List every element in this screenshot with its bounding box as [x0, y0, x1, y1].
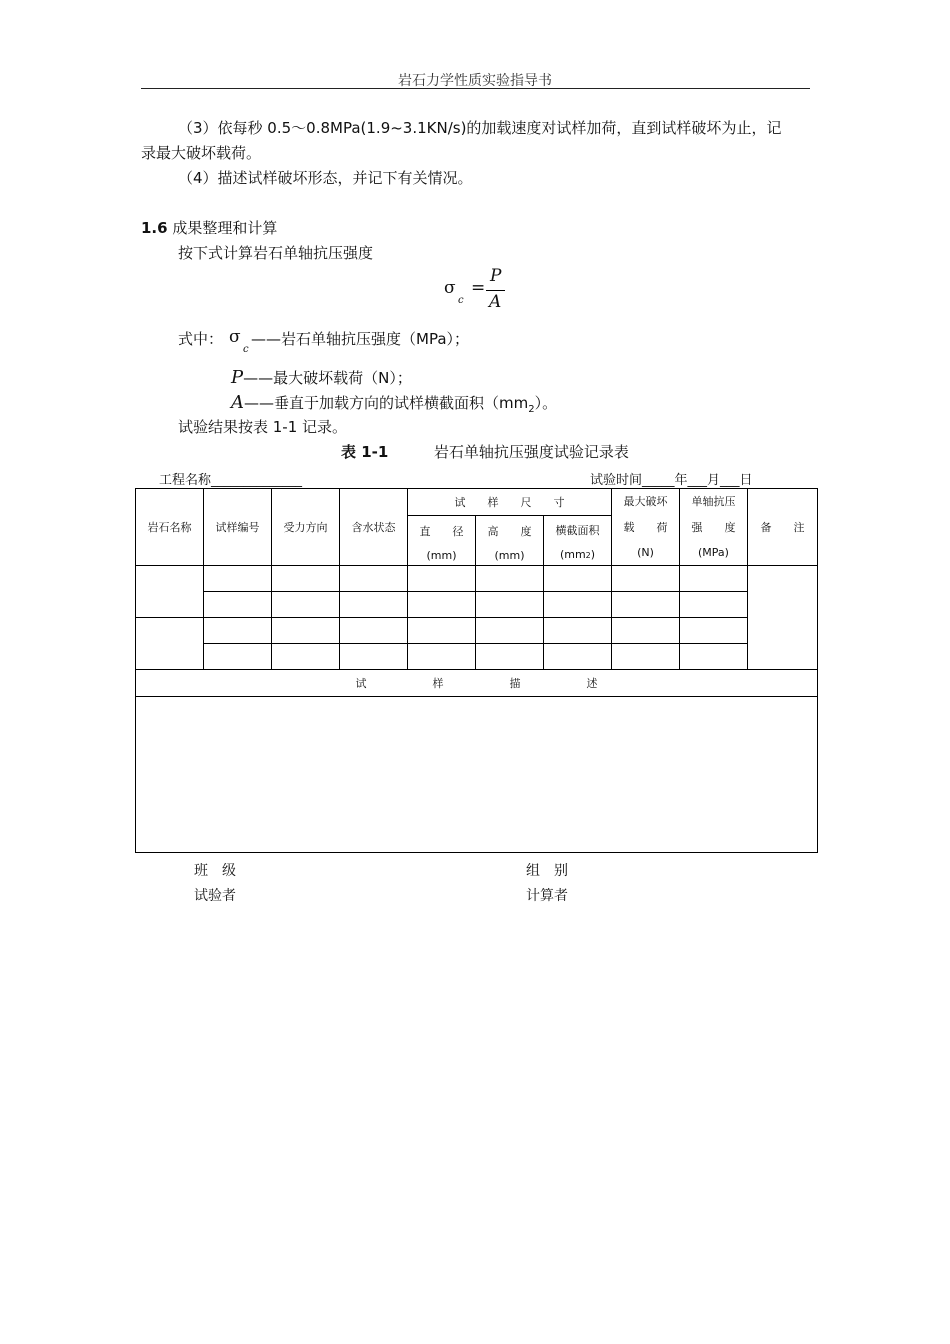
header-strength	[680, 489, 748, 566]
table-cell[interactable]	[340, 644, 408, 670]
table-cell[interactable]	[204, 644, 272, 670]
table-row	[136, 592, 818, 618]
header-max-load	[612, 489, 680, 566]
header-max-load-line1: 最大破坏	[623, 495, 668, 508]
header-strength-line1: 单轴抗压	[691, 495, 736, 508]
header-rock-name: 岩石名称	[136, 489, 204, 566]
record-note: 试验结果按表 1-1 记录。	[178, 418, 348, 436]
table-cell[interactable]	[476, 566, 544, 592]
table-caption-label: 表 1-1	[341, 443, 389, 461]
header-area-unit: (mm2)	[559, 548, 596, 561]
table-cell[interactable]	[680, 592, 748, 618]
legend-p-symbol: P	[231, 367, 244, 388]
record-table	[135, 488, 818, 853]
formula-sigma-sub: c	[458, 295, 464, 306]
table-cell[interactable]	[476, 618, 544, 644]
header-strength-unit: (MPa)	[698, 546, 729, 559]
legend-a-after: ）。	[534, 394, 558, 412]
formula-equals: =	[471, 278, 486, 298]
group-label: 组 别	[526, 863, 568, 879]
header-height-label: 高 度	[487, 524, 532, 538]
header-area	[544, 516, 612, 566]
section-intro: 按下式计算岩石单轴抗压强度	[178, 244, 374, 262]
header-rule	[141, 88, 810, 89]
calculator-label: 计算者	[526, 888, 568, 904]
table-cell[interactable]	[612, 592, 680, 618]
section-number: 1.6	[141, 219, 168, 237]
table-cell[interactable]	[476, 592, 544, 618]
formula-denominator: A	[489, 292, 502, 312]
header-diameter-unit: (mm)	[426, 548, 457, 562]
formula-numerator: P	[490, 266, 502, 286]
formula-fraction-bar	[486, 290, 505, 291]
table-cell[interactable]	[408, 618, 476, 644]
table-cell[interactable]	[272, 566, 340, 592]
table-cell[interactable]	[408, 592, 476, 618]
header-water-state: 含水状态	[340, 489, 408, 566]
formula-sigma: σ	[444, 278, 456, 298]
section-title: 成果整理和计算	[172, 219, 278, 237]
header-remark: 备 注	[748, 489, 818, 566]
table-cell[interactable]	[680, 618, 748, 644]
class-label: 班 级	[194, 863, 236, 879]
table-cell[interactable]	[544, 566, 612, 592]
table-cell[interactable]	[204, 592, 272, 618]
header-max-load-unit: (N)	[637, 546, 654, 559]
step-4: （4）描述试样破坏形态，并记下有关情况。	[178, 169, 473, 187]
legend-p	[231, 365, 412, 391]
header-max-load-line2: 载 荷	[623, 521, 668, 534]
table-cell[interactable]	[408, 566, 476, 592]
header-height-unit: (mm)	[494, 548, 525, 562]
table-row	[136, 618, 818, 644]
table-cell[interactable]	[340, 618, 408, 644]
table-cell[interactable]	[612, 618, 680, 644]
table-cell[interactable]	[544, 618, 612, 644]
table-row	[136, 566, 818, 592]
table-cell-remark[interactable]	[748, 566, 818, 670]
table-cell[interactable]	[680, 644, 748, 670]
header-sample-no: 试样编号	[204, 489, 272, 566]
header-strength-line2: 强 度	[691, 521, 736, 534]
running-header: 岩石力学性质实验指导书	[398, 73, 552, 89]
table-cell[interactable]	[272, 644, 340, 670]
header-diameter	[408, 516, 476, 566]
table-cell[interactable]	[340, 592, 408, 618]
header-height	[476, 516, 544, 566]
legend-a-sup: 2	[528, 404, 535, 415]
table-cell[interactable]	[204, 618, 272, 644]
table-cell[interactable]	[136, 566, 204, 618]
header-diameter-label: 直 径	[419, 524, 464, 538]
legend-sigma-sub: c	[243, 344, 249, 355]
step-3-line-2: 录最大破坏载荷。	[141, 144, 262, 162]
table-row	[136, 644, 818, 670]
table-caption-title: 岩石单轴抗压强度试验记录表	[433, 443, 629, 461]
header-load-direction: 受力方向	[272, 489, 340, 566]
legend-p-text: ——最大破坏载荷（N）；	[243, 369, 412, 387]
tester-label: 试验者	[194, 888, 236, 904]
table-cell[interactable]	[612, 566, 680, 592]
legend-prefix: 式中：	[178, 330, 224, 348]
legend-a-symbol: A	[231, 392, 244, 413]
sample-description-area[interactable]	[136, 697, 818, 853]
table-cell[interactable]	[272, 592, 340, 618]
table-cell[interactable]	[408, 644, 476, 670]
table-cell[interactable]	[680, 566, 748, 592]
table-cell[interactable]	[136, 618, 204, 670]
test-date-label: 试验时间_____年___月___日	[590, 473, 753, 488]
table-cell[interactable]	[272, 618, 340, 644]
step-3-line-1: （3）依每秒 0.5～0.8MPa(1.9~3.1KN/s)的加载速度对试样加荷，直到试样破坏为止，记	[178, 119, 782, 137]
legend-a-text: ——垂直于加载方向的试样横截面积（mm	[244, 394, 529, 412]
project-name-label: 工程名称______________	[159, 473, 303, 488]
table-cell[interactable]	[612, 644, 680, 670]
table-cell[interactable]	[340, 566, 408, 592]
sample-description-label: 试 样 描 述	[136, 670, 818, 697]
legend-sigma-text: ——岩石单轴抗压强度（MPa）；	[251, 330, 470, 348]
formula	[444, 266, 524, 316]
section-heading	[141, 216, 277, 241]
table-cell[interactable]	[544, 592, 612, 618]
legend-sigma-symbol: σ	[229, 327, 241, 347]
header-sample-size: 试 样 尺 寸	[408, 489, 612, 516]
header-area-label: 横截面积	[555, 524, 600, 537]
table-cell[interactable]	[544, 644, 612, 670]
table-caption	[341, 440, 629, 465]
table-cell[interactable]	[204, 566, 272, 592]
table-cell[interactable]	[476, 644, 544, 670]
